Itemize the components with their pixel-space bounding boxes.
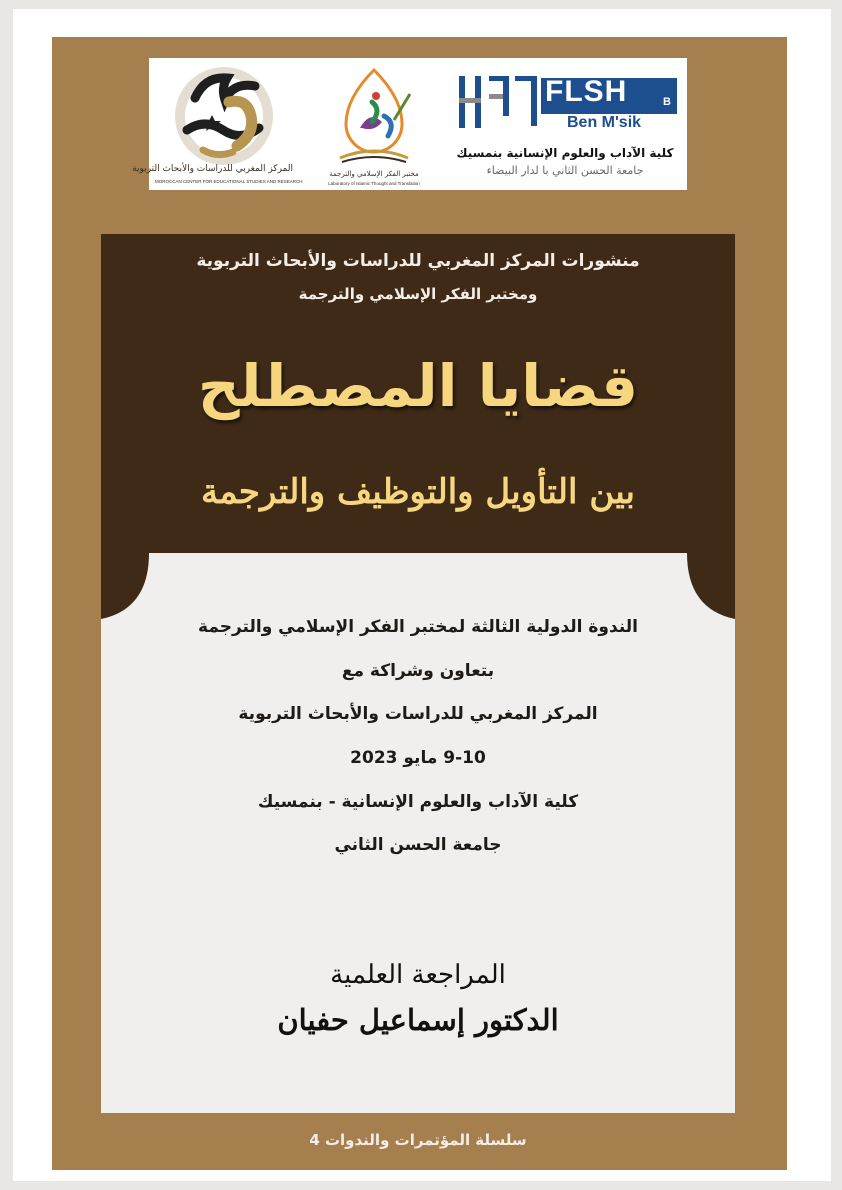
laboratory-subcaption: Laboratory of Islamic Thought and Translation xyxy=(328,181,420,186)
flsh-brand-suffix: B xyxy=(663,96,671,108)
moroccan-center-caption: المركز المغربي للدراسات والأبحاث التربوية xyxy=(132,164,293,174)
flsh-caption-line2: جامعة الحسن الثاني با لدار البيضاء xyxy=(486,164,644,177)
flsh-brand: FLSH xyxy=(545,75,628,108)
publisher-line-1: منشورات المركز المغربي للدراسات والأبحاث التربوية xyxy=(196,251,640,271)
event-line-1: الندوة الدولية الثالثة لمختبر الفكر الإسلامي والترجمة xyxy=(198,617,638,637)
reviewer-name: الدكتور إسماعيل حفيان xyxy=(277,1003,559,1037)
event-faculty: كلية الآداب والعلوم الإنسانية - بنمسيك xyxy=(257,792,579,812)
book-title: قضايا المصطلح xyxy=(197,352,639,420)
moroccan-center-logo xyxy=(132,58,303,190)
flsh-logo xyxy=(449,58,681,190)
moroccan-center-subcaption: MOROCCAN CENTER FOR EDUCATIONAL STUDIES AND RESEARCH xyxy=(155,179,303,184)
review-label: المراجعة العلمية xyxy=(330,960,506,990)
laboratory-caption: مختبر الفكر الإسلامي والترجمة xyxy=(329,170,419,178)
series-label: سلسلة المؤتمرات والندوات 4 xyxy=(309,1131,527,1149)
book-subtitle: بين التأويل والتوظيف والترجمة xyxy=(201,472,635,512)
publisher-line-2: ومختبر الفكر الإسلامي والترجمة xyxy=(298,285,538,303)
laboratory-logo xyxy=(314,58,434,190)
flsh-caption-line1: كلية الآداب والعلوم الإنسانية بنمسيك xyxy=(456,146,674,160)
event-university: جامعة الحسن الثاني xyxy=(334,835,502,855)
event-line-2: بتعاون وشراكة مع xyxy=(341,661,495,681)
flsh-brand-sub: Ben M'sik xyxy=(567,114,642,131)
event-line-3: المركز المغربي للدراسات والأبحاث التربوية xyxy=(238,704,598,724)
event-dates: 9-10 مايو 2023 xyxy=(350,748,486,768)
logo-strip xyxy=(132,58,687,190)
